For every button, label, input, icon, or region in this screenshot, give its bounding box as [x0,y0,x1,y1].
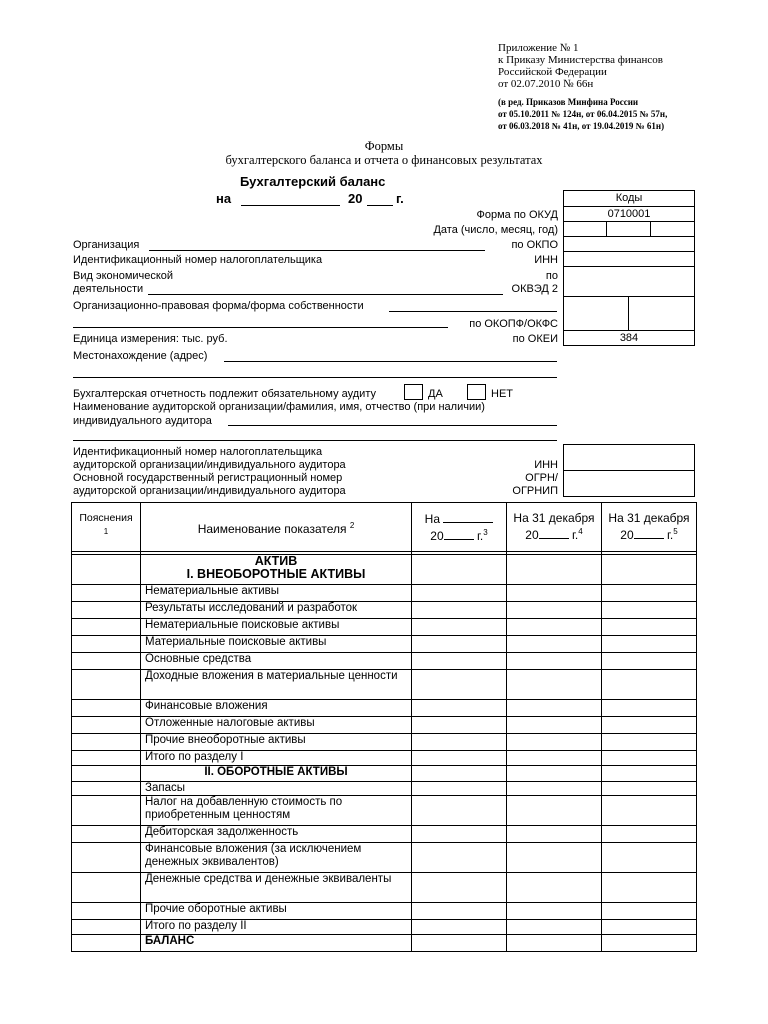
legal-form-input-2[interactable] [73,327,448,328]
value-cell-period-2[interactable] [507,843,602,873]
auditor-ogrn-label-2: аудиторской организации/индивидуального аудитора [73,485,346,497]
unit-label: Единица измерения: тыс. руб. [73,333,228,345]
auditor-inn-label-2: аудиторской организации/индивидуального аудитора [73,459,346,471]
table-row [72,796,697,826]
table-row [72,920,697,935]
location-input-1[interactable] [224,361,557,362]
value-cell-period-3[interactable] [602,717,697,734]
indicator-name: Запасы [141,782,412,796]
col-period-1-header: На 20 г.$^3$ [412,503,507,552]
notes-cell[interactable] [72,920,141,935]
indicator-name: Отложенные налоговые активы [141,717,412,734]
okud-code: 0710001 [607,208,651,220]
notes-cell[interactable] [72,585,141,602]
notes-cell[interactable] [72,843,141,873]
value-cell-period-1[interactable] [412,920,507,935]
value-cell-period-3[interactable] [602,766,697,782]
notes-cell[interactable] [72,826,141,843]
appendix-line-1: Приложение № 1 [498,42,579,54]
section-1-heading [141,555,412,585]
notes-cell[interactable] [72,602,141,619]
value-cell-period-1[interactable] [412,843,507,873]
value-cell-period-2[interactable] [507,653,602,670]
table-row [72,585,697,602]
value-cell-period-1[interactable] [412,670,507,700]
value-cell-period-2[interactable] [507,920,602,935]
inn-cell[interactable] [564,252,694,266]
indicator-name: Дебиторская задолженность [141,826,412,843]
appendix-line-2: к Приказу Министерства финансов [498,54,663,66]
indicator-name: Доходные вложения в материальные ценности [141,670,412,700]
audit-no-label: НЕТ [491,388,513,400]
inn-label: ИНН [534,254,558,266]
notes-cell[interactable] [72,935,141,952]
organization-input[interactable] [149,250,485,251]
value-cell-period-1[interactable] [412,826,507,843]
auditor-ogrn-code-label-2: ОГРНИП [512,485,558,497]
auditor-name-label-1: Наименование аудиторской организации/фамилия, имя, отчество (при наличии) [73,401,485,413]
value-cell-period-2[interactable] [507,585,602,602]
amendment-line-1: (в ред. Приказов Минфина России [498,97,639,107]
table-row [72,602,697,619]
okved-label-1: по [545,270,558,282]
indicator-name: Финансовые вложения (за исключением денежных эквивалентов) [141,843,412,873]
okud-label: Форма по ОКУД [476,209,558,221]
notes-cell[interactable] [72,782,141,796]
auditor-name-input-1[interactable] [228,425,557,426]
okved-cell[interactable] [564,267,694,296]
value-cell-period-3[interactable] [602,903,697,920]
date-year-prefix: 20 [348,191,363,206]
balance-total-row [72,935,697,952]
table-row [72,873,697,903]
value-cell-period-3[interactable] [602,751,697,766]
col-notes-header: Пояснения $^1$ [72,503,141,552]
auditor-name-label-2: индивидуального аудитора [73,415,212,427]
value-cell-period-1[interactable] [412,766,507,782]
value-cell-period-2[interactable] [507,619,602,636]
value-cell-period-2[interactable] [507,734,602,751]
value-cell-period-3[interactable] [602,920,697,935]
table-row [72,903,697,920]
asset-heading: АКТИВ [254,554,298,568]
appendix-line-3: Российской Федерации [498,66,607,78]
value-cell-period-1[interactable] [412,700,507,717]
section-1-header-row [72,555,697,585]
notes-cell[interactable] [72,766,141,782]
audit-yes-label: ДА [428,388,443,400]
auditor-inn-cell[interactable] [563,444,695,471]
value-cell-period-1[interactable] [412,903,507,920]
notes-cell[interactable] [72,751,141,766]
audit-no-checkbox[interactable] [467,384,486,400]
value-cell-period-2[interactable] [507,782,602,796]
value-cell-period-1[interactable] [412,751,507,766]
table-row [72,619,697,636]
indicator-name: Прочие оборотные активы [141,903,412,920]
indicator-name: Нематериальные поисковые активы [141,619,412,636]
okopf-label: по ОКОПФ/ОКФС [469,318,558,330]
date-label: Дата (число, месяц, год) [433,224,558,236]
appendix-line-4: от 02.07.2010 № 66н [498,78,594,90]
value-cell-period-2[interactable] [507,602,602,619]
notes-cell[interactable] [72,653,141,670]
value-cell-period-2[interactable] [507,935,602,952]
balance-total-label: БАЛАНС [141,935,412,952]
date-on-label: на [216,191,232,206]
okei-label: по ОКЕИ [512,333,558,345]
auditor-inn-label-1: Идентификационный номер налогоплательщика [73,446,323,458]
notes-cell[interactable] [72,636,141,653]
value-cell-period-3[interactable] [602,670,697,700]
value-cell-period-1[interactable] [412,602,507,619]
okved-label-2: ОКВЭД 2 [511,283,558,295]
legal-form-label: Организационно-правовая форма/форма собственности [73,300,364,312]
location-input-2[interactable] [73,377,557,378]
value-cell-period-3[interactable] [602,653,697,670]
table-row [72,782,697,796]
okei-code: 384 [619,332,639,344]
activity-input[interactable] [148,294,503,295]
table-row [72,843,697,873]
date-day-month-blank[interactable] [241,205,340,206]
indicator-name: Материальные поисковые активы [141,636,412,653]
value-cell-period-1[interactable] [412,636,507,653]
section-1-title: I. ВНЕОБОРОТНЫЕ АКТИВЫ [186,567,366,581]
value-cell-period-3[interactable] [602,555,697,585]
table-row [72,653,697,670]
value-cell-period-1[interactable] [412,873,507,903]
indicator-name: Основные средства [141,653,412,670]
value-cell-period-3[interactable] [602,636,697,653]
table-row [72,700,697,717]
okpo-cell[interactable] [564,237,694,251]
value-cell-period-2[interactable] [507,751,602,766]
value-cell-period-2[interactable] [507,700,602,717]
value-cell-period-3[interactable] [602,826,697,843]
value-cell-period-1[interactable] [412,653,507,670]
auditor-ogrn-cell[interactable] [563,470,695,497]
value-cell-period-2[interactable] [507,670,602,700]
value-cell-period-3[interactable] [602,700,697,717]
audit-mandatory-label: Бухгалтерская отчетность подлежит обязательному аудиту [73,388,376,400]
balance-table [71,502,697,952]
value-cell-period-2[interactable] [507,555,602,585]
value-cell-period-1[interactable] [412,555,507,585]
col-period-3-header: На 31 декабря 20 г.$^5$ [602,503,697,552]
value-cell-period-2[interactable] [507,826,602,843]
balance-title: Бухгалтерский баланс [240,174,386,189]
table-row [72,717,697,734]
date-day-cell[interactable] [564,222,606,236]
col-name-header: Наименование показателя $^2$ [141,503,412,552]
indicator-name: Прочие внеоборотные активы [141,734,412,751]
value-cell-period-3[interactable] [602,585,697,602]
indicator-name: Результаты исследований и разработок [141,602,412,619]
value-cell-period-1[interactable] [412,585,507,602]
notes-cell[interactable] [72,619,141,636]
value-cell-period-3[interactable] [602,782,697,796]
notes-cell[interactable] [72,670,141,700]
value-cell-period-1[interactable] [412,796,507,826]
indicator-name: Налог на добавленную стоимость по приобретенным ценностям [141,796,412,826]
notes-cell[interactable] [72,873,141,903]
notes-cell[interactable] [72,555,141,585]
activity-label-1: Вид экономической [73,270,174,282]
amendment-line-3: от 06.03.2018 № 41н, от 19.04.2019 № 61н) [498,121,665,131]
value-cell-period-1[interactable] [412,935,507,952]
legal-form-input[interactable] [389,311,557,312]
value-cell-period-3[interactable] [602,619,697,636]
value-cell-period-2[interactable] [507,903,602,920]
auditor-ogrn-code-label-1: ОГРН/ [525,472,558,484]
codes-header: Коды [615,192,643,204]
value-cell-period-3[interactable] [602,873,697,903]
audit-yes-checkbox[interactable] [404,384,423,400]
location-label: Местонахождение (адрес) [73,350,208,362]
value-cell-period-2[interactable] [507,873,602,903]
value-cell-period-3[interactable] [602,843,697,873]
auditor-inn-code-label: ИНН [534,459,558,471]
forms-title-line-1: Формы [364,139,404,153]
activity-label-2: деятельности [73,283,144,295]
date-year-suffix: г. [396,191,404,206]
table-row [72,751,697,766]
indicator-name: Итого по разделу I [141,751,412,766]
value-cell-period-1[interactable] [412,734,507,751]
value-cell-period-1[interactable] [412,619,507,636]
notes-cell[interactable] [72,717,141,734]
indicator-name: Итого по разделу II [141,920,412,935]
organization-label: Организация [73,239,140,251]
value-cell-period-3[interactable] [602,935,697,952]
notes-cell[interactable] [72,734,141,751]
date-year-blank[interactable] [367,205,393,206]
section-2-header-row [72,766,697,782]
col-period-2-header: На 31 декабря 20 г.$^4$ [507,503,602,552]
value-cell-period-2[interactable] [507,717,602,734]
notes-cell[interactable] [72,700,141,717]
amendment-line-2: от 05.10.2011 № 124н, от 06.04.2015 № 57н, [498,109,668,119]
value-cell-period-2[interactable] [507,796,602,826]
table-row [72,636,697,653]
forms-title-line-2: бухгалтерского баланса и отчета о финансовых результатах [225,153,543,167]
value-cell-period-3[interactable] [602,602,697,619]
inn-full-label: Идентификационный номер налогоплательщика [73,254,323,266]
table-row [72,670,697,700]
indicator-name: Нематериальные активы [141,585,412,602]
auditor-ogrn-label-1: Основной государственный регистрационный номер [73,472,343,484]
notes-cell[interactable] [72,796,141,826]
value-cell-period-2[interactable] [507,766,602,782]
table-row [72,734,697,751]
value-cell-period-1[interactable] [412,717,507,734]
value-cell-period-3[interactable] [602,796,697,826]
table-row [72,826,697,843]
value-cell-period-1[interactable] [412,782,507,796]
okpo-label: по ОКПО [511,239,558,251]
value-cell-period-3[interactable] [602,734,697,751]
auditor-name-input-2[interactable] [73,440,557,441]
value-cell-period-2[interactable] [507,636,602,653]
section-2-title: II. ОБОРОТНЫЕ АКТИВЫ [141,766,412,782]
notes-cell[interactable] [72,903,141,920]
indicator-name: Финансовые вложения [141,700,412,717]
indicator-name: Денежные средства и денежные эквиваленты [141,873,412,903]
